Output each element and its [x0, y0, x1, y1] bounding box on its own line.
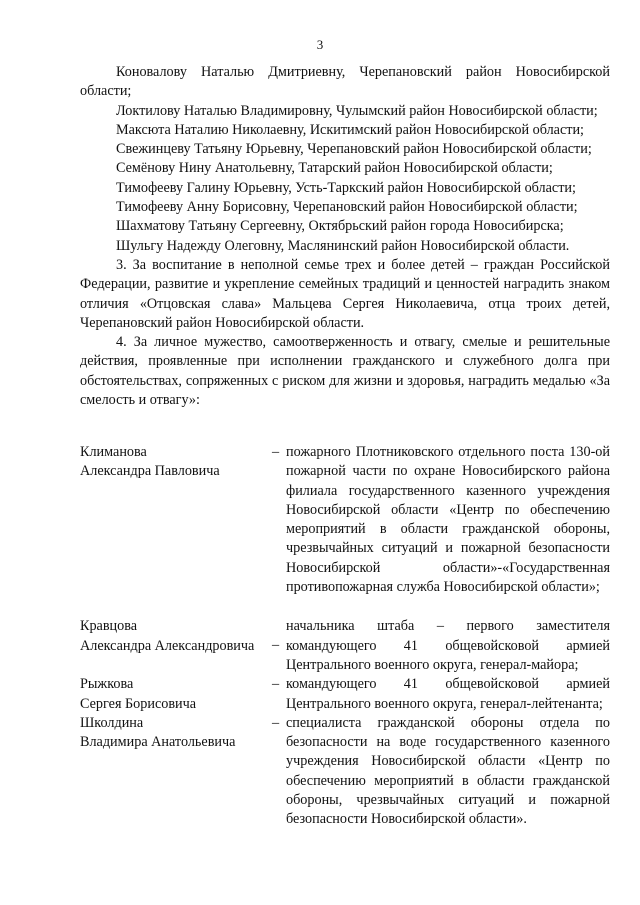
list-item: Тимофееву Анну Борисовну, Черепановский район Новосибирской области;: [116, 199, 578, 216]
list-item: Максюта Наталию Николаевну, Искитимский район Новосибирской области;: [116, 121, 585, 138]
list-item: Свежинцеву Татьяну Юрьевну, Черепановский район Новосибирской области;: [116, 141, 592, 158]
awardee-given-name: Владимира Анатольевича: [80, 734, 236, 751]
dash-separator: –: [272, 714, 280, 731]
awardee-given-name: Александра Александровича: [80, 637, 255, 654]
awardee-given-name: Александра Павловича: [80, 463, 220, 480]
awardee-description: начальника штаба – первого заместителя командующего 41 общевойсковой армией Центрального военного округа, генерал-майора;: [286, 618, 610, 673]
awardee-surname: Рыжкова: [80, 676, 134, 693]
awardee-name: [80, 675, 272, 714]
awardee-name: [80, 714, 272, 830]
awardee-description: специалиста гражданской обороны отдела по безопасности на воде государственного казенного учреждения Новосибирской области «Центр по обеспечению мероприятий в области гражданской обороны, чрезвычайных ситуаций и пожарной безопасности Новосибирской области».: [286, 714, 610, 828]
list-item: Шахматову Татьяну Сергеевну, Октябрьский район города Новосибирска;: [116, 218, 564, 235]
list-item: Тимофееву Галину Юрьевну, Усть-Таркский район Новосибирской области;: [116, 179, 576, 196]
list-item: Шульгу Надежду Олеговну, Маслянинский район Новосибирской области.: [116, 237, 570, 254]
awardee-entry: [80, 443, 610, 597]
awardee-description: командующего 41 общевойсковой армией Центрального военного округа, генерал-лейтенанта;: [286, 676, 610, 712]
document-body: [80, 63, 610, 410]
paragraph-3: 3. За воспитание в неполной семье трех и более детей – граждан Российской Федерации, развитие и укрепление семейных традиций и ценностей наградить знаком отличия «Отцовская слава» Мальцева Сергея Николаевича, отца троих детей, Черепановский район Новосибирской области.: [80, 256, 610, 331]
awardee-entry: [80, 675, 610, 714]
awardee-entry: [80, 617, 610, 675]
dash-separator: –: [272, 444, 280, 460]
list-item: Семёнову Нину Анатольевну, Татарский район Новосибирской области;: [116, 160, 553, 177]
list-item: Коновалову Наталью Дмитриевну, Черепановский район Новосибирской области;: [80, 64, 610, 100]
awardee-description: пожарного Плотниковского отдельного поста 130-ой пожарной части по охране Новосибирского района филиала государственного казенного учреждения Новосибирской области «Центр по обеспечению мероприятий в области гражданской обороны, чрезвычайных ситуаций и пожарной безопасности Новосибирской области»-«Государственная противопожарная служба Новосибирской области»;: [286, 444, 610, 596]
awardee-surname: Школдина: [80, 714, 144, 731]
awardee-name: [80, 617, 272, 675]
awardee-name: [80, 443, 272, 597]
paragraph-4: 4. За личное мужество, самоотверженность и отвагу, смелые и решительные действия, проявленные при исполнении гражданского и служебного долга при обстоятельствах, сопряженных с риском для жизни и здоровья, наградить медалью «За смелость и отвагу»:: [80, 334, 610, 409]
page-number: 3: [316, 37, 324, 52]
dash-separator: –: [272, 676, 280, 693]
awardee-entry: [80, 714, 610, 830]
list-item: Локтилову Наталью Владимировну, Чулымский район Новосибирской области;: [116, 102, 598, 119]
awardee-surname: Климанова: [80, 444, 147, 460]
awardee-given-name: Сергея Борисовича: [80, 695, 197, 712]
dash-separator: –: [272, 637, 280, 654]
awardee-surname: Кравцова: [80, 618, 138, 635]
awardee-list: [80, 443, 610, 830]
